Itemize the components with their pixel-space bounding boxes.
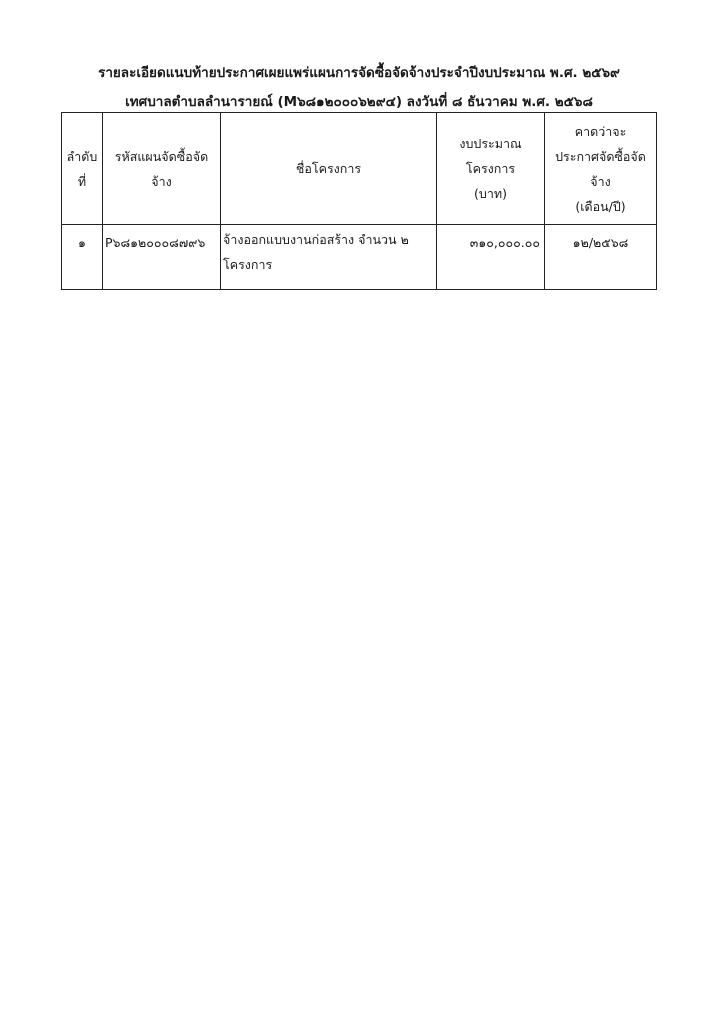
document-title-line-1: รายละเอียดแนบท้ายประกาศเผยแพร่แผนการจัดซื้อจัดจ้างประจำปีงบประมาณ พ.ศ. ๒๕๖๙ [98,65,620,81]
header-no-line: ลำดับ [66,148,98,164]
row-no: ๑ [62,225,103,290]
header-no-line: ที่ [77,173,87,189]
header-expected-date [545,113,657,225]
row-project-name-line: โครงการ [223,257,273,272]
header-expected-date-line: (เดือน/ปี) [575,198,626,214]
document-title-line-2: เทศบาลตำบลลำนารายณ์ (M๖๘๑๒๐๐๐๖๒๙๔) ลงวันที่ ๘ ธันวาคม พ.ศ. ๒๕๖๘ [125,94,593,110]
header-budget-line: (บาท) [474,186,507,201]
table-header-row [62,113,657,225]
row-budget: ๓๑๐,๐๐๐.๐๐ [437,225,545,290]
header-plan-code [103,113,221,225]
header-no [62,113,103,225]
row-plan-code: P๖๘๑๒๐๐๐๘๗๙๖ [103,225,221,290]
row-project-name-line: จ้างออกแบบงานก่อสร้าง จำนวน ๒ [223,232,409,247]
header-project-name-line: ชื่อโครงการ [295,161,362,176]
header-plan-code-line: จ้าง [151,173,172,189]
header-budget-line: โครงการ [465,161,516,176]
procurement-plan-table [61,112,657,290]
table-row [62,225,657,290]
header-plan-code-line: รหัสแผนจัดซื้อจัด [114,148,209,164]
row-project-name [221,225,437,290]
header-budget [437,113,545,225]
header-expected-date-line: ประกาศจัดซื้อจัด [555,148,646,164]
header-project-name [221,113,437,225]
header-expected-date-line: คาดว่าจะ [574,123,627,139]
row-expected-date: ๑๒/๒๕๖๘ [545,225,657,290]
header-expected-date-line: จ้าง [590,173,611,189]
header-budget-line: งบประมาณ [459,136,522,151]
